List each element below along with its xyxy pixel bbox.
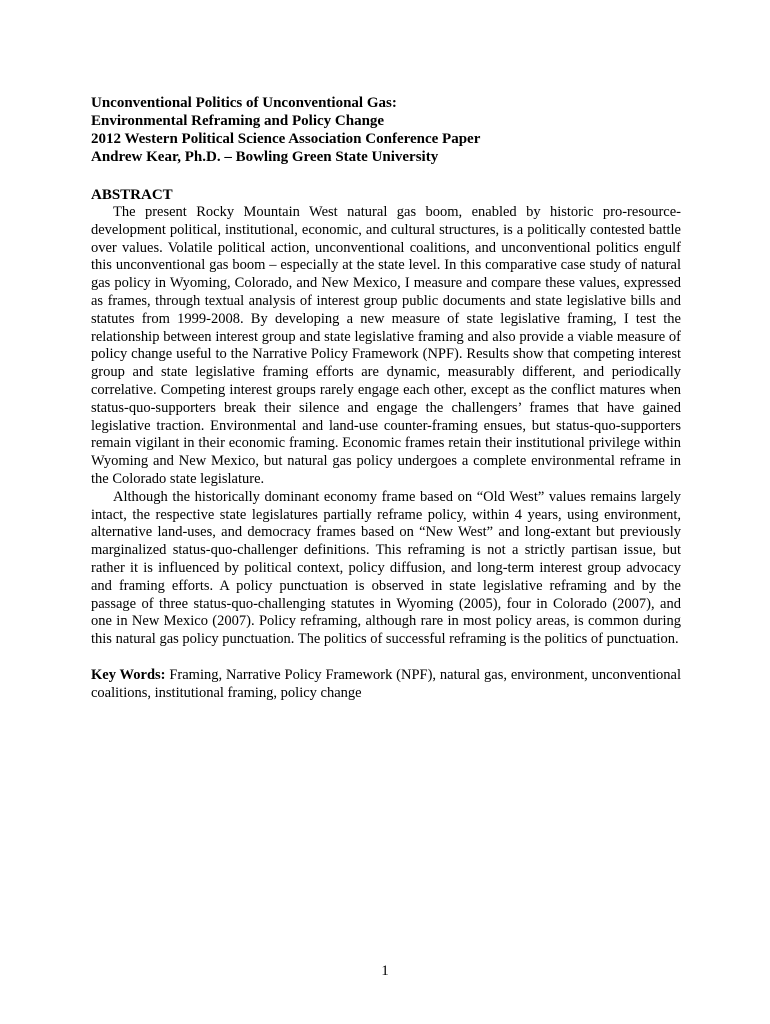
paper-title: Unconventional Politics of Unconventional Gas: [91, 95, 397, 111]
keywords [91, 667, 681, 703]
keywords-text: Framing, Narrative Policy Framework (NPF), natural gas, environment, unconventional coalitions, institutional framing, policy change [91, 666, 681, 701]
keywords-label: Key Words: [91, 666, 166, 683]
abstract-heading: ABSTRACT [91, 187, 173, 203]
paper-subtitle: Environmental Reframing and Policy Change [91, 113, 385, 129]
abstract-paragraph-2: Although the historically dominant economy frame based on “Old West” values remains largely intact, the respective state legislatures partially reframe policy, within 4 years, using environment, alternative land-uses, and democracy frames based on “New West” and long-extant but previously marginalized status-quo-challenger definitions. This reframing is not a strictly partisan issue, but rather it is influenced by political context, policy diffusion, and long-term interest group advocacy and framing efforts. A policy punctuation is observed in state legislative reframing and by the passage of three status-quo-challenging statutes in Wyoming (2005), four in Colorado (2007), and one in New Mexico (2007). Policy reframing, although rare in most policy areas, is common during this natural gas policy punctuation. The politics of successful reframing is the politics of punctuation. [91, 488, 681, 648]
conference-line: 2012 Western Political Science Association Conference Paper [91, 131, 481, 147]
page-number: 1 [381, 963, 389, 979]
title-block [91, 94, 681, 166]
abstract-paragraph-1: The present Rocky Mountain West natural gas boom, enabled by historic pro-resource-development political, institutional, economic, and cultural structures, is a politically contested battle over values. Volatile political action, unconventional coalitions, and unconventional politics engulf this unconventional gas boom – especially at the state level. In this comparative case study of natural gas policy in Wyoming, Colorado, and New Mexico, I measure and compare these values, expressed as frames, through textual analysis of interest group public documents and state legislative bills and statutes from 1999-2008. By developing a new measure of state legislative framing, I test the relationship between interest group and state legislative framing and also provide a viable measure of policy change useful to the Narrative Policy Framework (NPF). Results show that competing interest group and state legislative framing efforts are dynamic, measurably different, and periodically correlative. Competing interest groups rarely engage each other, except as the conflict matures when status-quo-supporters break their silence and engage the challengers’ frames that have gained legislative traction. Environmental and land-use counter-framing ensues, but status-quo-supporters remain vigilant in their economic framing. Economic frames retain their institutional privilege within Wyoming and New Mexico, but natural gas policy undergoes a complete environmental reframe in the Colorado state legislature. [91, 204, 681, 487]
document-page [91, 94, 681, 703]
author-line: Andrew Kear, Ph.D. – Bowling Green State University [91, 149, 439, 165]
